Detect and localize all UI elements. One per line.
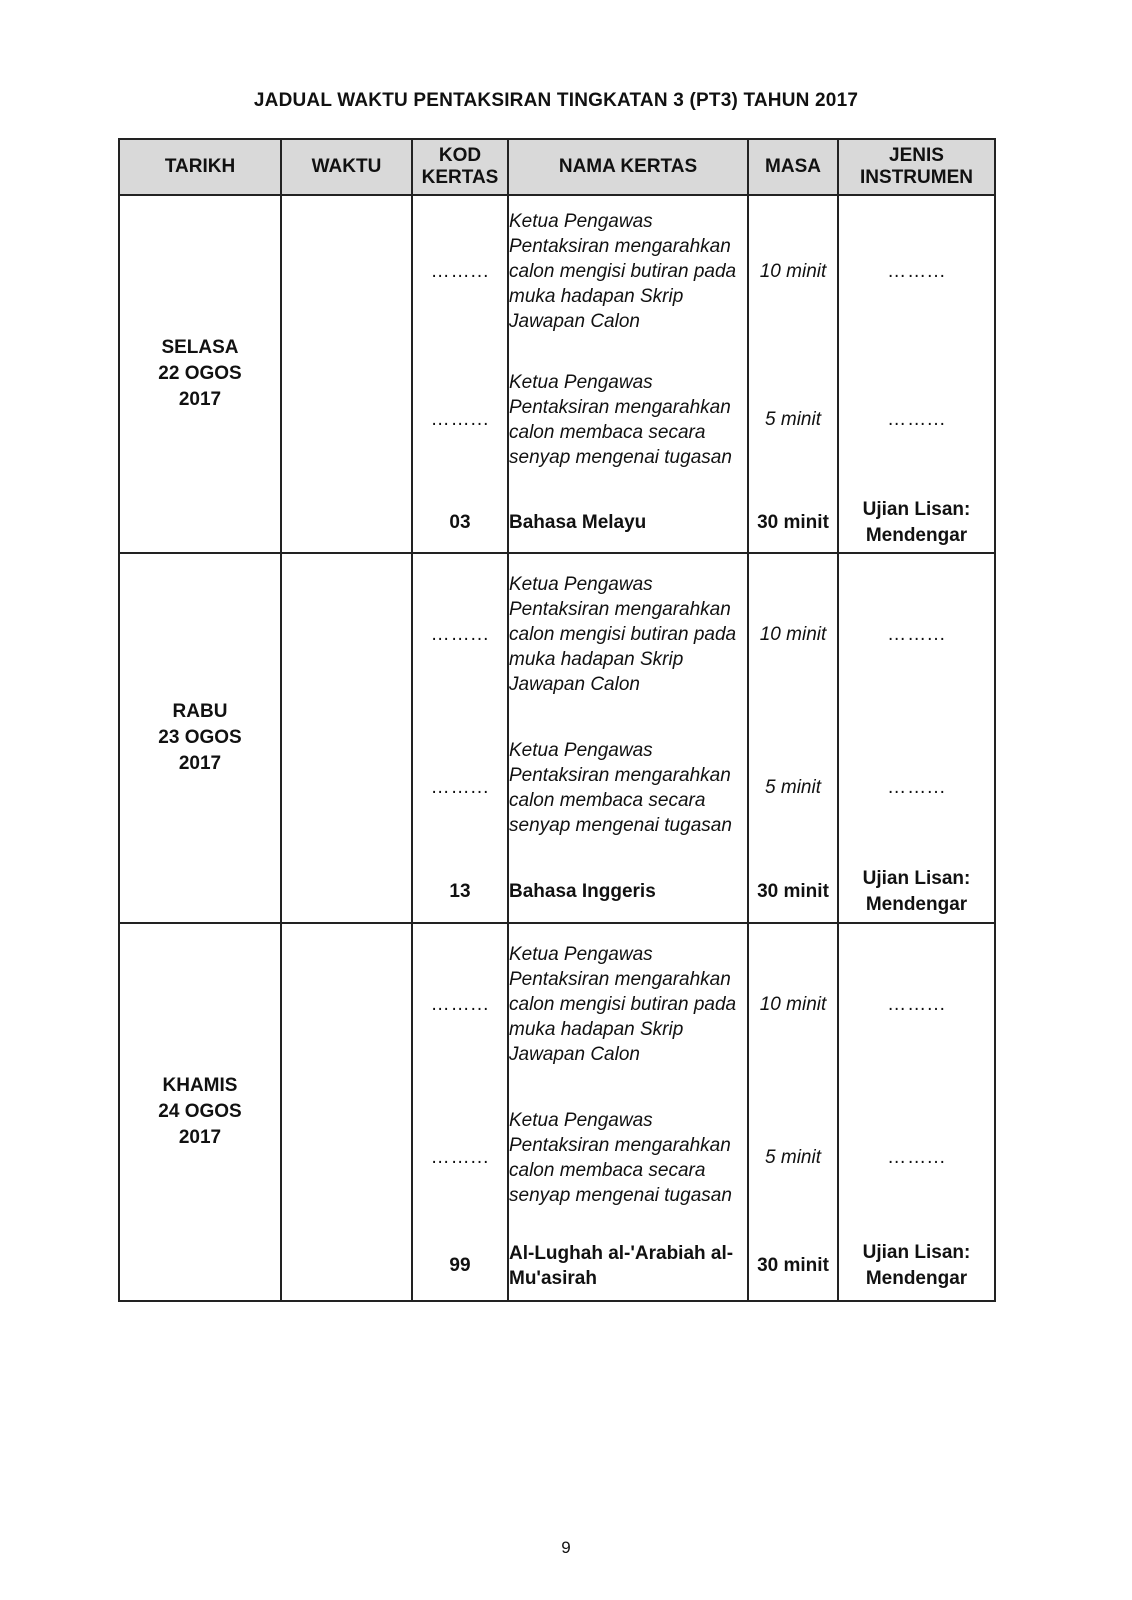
- nama-cell: Ketua Pengawas Pentaksiran mengarahkan calon mengisi butiran pada muka hadapan Skrip Jawapan Calon: [508, 923, 748, 1085]
- header-kod-kertas: KOD KERTAS: [412, 139, 508, 195]
- kod-cell: ……...: [412, 553, 508, 715]
- masa-cell: 10 minit: [748, 923, 838, 1085]
- header-tarikh: TARIKH: [119, 139, 281, 195]
- kod-cell: ……...: [412, 715, 508, 861]
- jenis-cell: ……...: [838, 1085, 995, 1231]
- masa-cell: 5 minit: [748, 1085, 838, 1231]
- jenis-cell: Ujian Lisan: Mendengar: [838, 493, 995, 553]
- jenis-cell: ……...: [838, 715, 995, 861]
- kod-cell: ……...: [412, 1085, 508, 1231]
- table-row: [119, 923, 995, 1085]
- nama-cell: Al-Lughah al-'Arabiah al-Mu'asirah: [508, 1231, 748, 1301]
- header-nama-kertas: NAMA KERTAS: [508, 139, 748, 195]
- jenis-cell: ……...: [838, 923, 995, 1085]
- date-cell: RABU 23 OGOS 2017: [119, 553, 281, 923]
- masa-cell: 5 minit: [748, 715, 838, 861]
- jenis-cell: Ujian Lisan: Mendengar: [838, 1231, 995, 1301]
- nama-cell: Ketua Pengawas Pentaksiran mengarahkan calon membaca secara senyap mengenai tugasan: [508, 347, 748, 493]
- kod-cell: ……...: [412, 347, 508, 493]
- schedule-table: [118, 138, 996, 1302]
- waktu-cell: [281, 553, 412, 923]
- date-cell: SELASA 22 OGOS 2017: [119, 195, 281, 553]
- nama-cell: Ketua Pengawas Pentaksiran mengarahkan calon membaca secara senyap mengenai tugasan: [508, 715, 748, 861]
- masa-cell: 10 minit: [748, 553, 838, 715]
- jenis-cell: ……...: [838, 347, 995, 493]
- nama-cell: Ketua Pengawas Pentaksiran mengarahkan calon membaca secara senyap mengenai tugasan: [508, 1085, 748, 1231]
- masa-cell: 30 minit: [748, 861, 838, 923]
- table-row: [119, 195, 995, 347]
- nama-cell: Bahasa Inggeris: [508, 861, 748, 923]
- header-jenis-instrumen: JENIS INSTRUMEN: [838, 139, 995, 195]
- kod-cell: ……...: [412, 195, 508, 347]
- jenis-cell: ……...: [838, 195, 995, 347]
- header-masa: MASA: [748, 139, 838, 195]
- nama-cell: Ketua Pengawas Pentaksiran mengarahkan calon mengisi butiran pada muka hadapan Skrip Jawapan Calon: [508, 195, 748, 347]
- date-cell: KHAMIS 24 OGOS 2017: [119, 923, 281, 1301]
- masa-cell: 5 minit: [748, 347, 838, 493]
- header-row: [119, 139, 995, 195]
- masa-cell: 30 minit: [748, 1231, 838, 1301]
- waktu-cell: [281, 195, 412, 553]
- kod-cell: 13: [412, 861, 508, 923]
- page-title: JADUAL WAKTU PENTAKSIRAN TINGKATAN 3 (PT3) TAHUN 2017: [253, 90, 859, 111]
- page-number: 9: [561, 1538, 571, 1557]
- masa-cell: 30 minit: [748, 493, 838, 553]
- table-row: [119, 553, 995, 715]
- header-waktu: WAKTU: [281, 139, 412, 195]
- nama-cell: Ketua Pengawas Pentaksiran mengarahkan calon mengisi butiran pada muka hadapan Skrip Jawapan Calon: [508, 553, 748, 715]
- kod-cell: 99: [412, 1231, 508, 1301]
- nama-cell: Bahasa Melayu: [508, 493, 748, 553]
- jenis-cell: Ujian Lisan: Mendengar: [838, 861, 995, 923]
- jenis-cell: ……...: [838, 553, 995, 715]
- masa-cell: 10 minit: [748, 195, 838, 347]
- waktu-cell: [281, 923, 412, 1301]
- kod-cell: 03: [412, 493, 508, 553]
- kod-cell: ……...: [412, 923, 508, 1085]
